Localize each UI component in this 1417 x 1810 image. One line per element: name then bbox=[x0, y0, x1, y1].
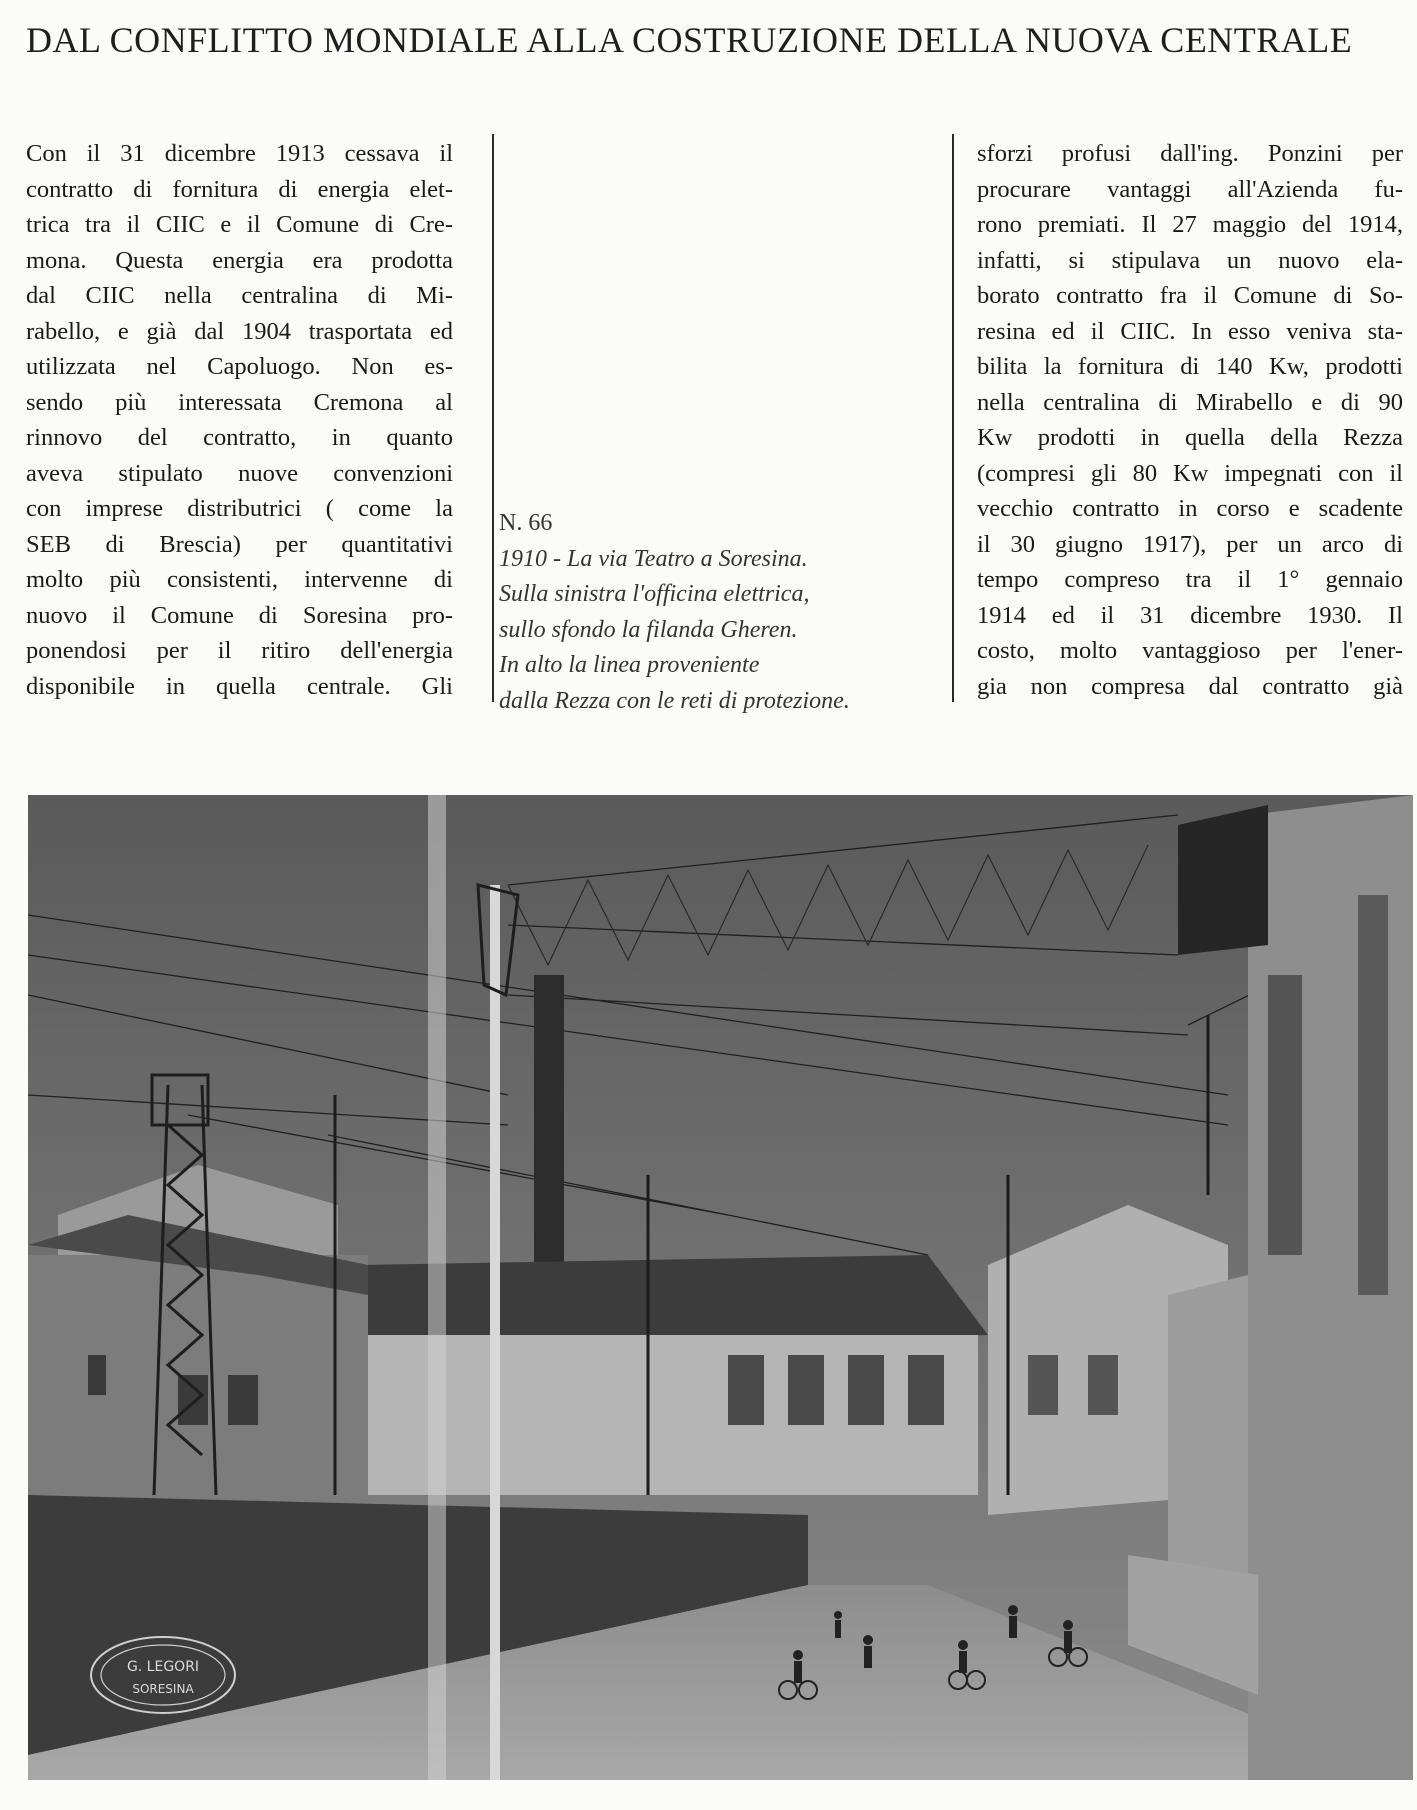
left-text-column bbox=[26, 136, 453, 704]
text-line: sforzi profusi dall'ing. Ponzini per bbox=[977, 140, 1403, 167]
text-line: procurare vantaggi all'Azienda fu- bbox=[977, 175, 1403, 203]
text-line: ponendosi per il ritiro dell'energia bbox=[26, 637, 453, 664]
caption-line: dalla Rezza con le reti di protezione. bbox=[499, 687, 850, 714]
text-line: Kw prodotti in quella della Rezza bbox=[977, 424, 1403, 451]
text-line: rono premiati. Il 27 maggio del 1914, bbox=[977, 211, 1403, 238]
text-line: SEB di Brescia) per quantitativi bbox=[26, 530, 453, 558]
column-divider-right bbox=[952, 134, 954, 702]
text-line: rinnovo del contratto, in quanto bbox=[26, 424, 453, 451]
text-line: il 30 giugno 1917), per un arco di bbox=[977, 530, 1403, 558]
page-title: DAL CONFLITTO MONDIALE ALLA COSTRUZIONE DELLA NUOVA CENTRALE bbox=[26, 20, 1353, 60]
text-line: borato contratto fra il Comune di So- bbox=[977, 282, 1403, 309]
text-line: (compresi gli 80 Kw impegnati con il bbox=[977, 459, 1403, 487]
column-divider-left bbox=[492, 134, 494, 702]
text-line: disponibile in quella centrale. Gli bbox=[26, 672, 453, 700]
text-line: sendo più interessata Cremona al bbox=[26, 388, 453, 416]
text-line: molto più consistenti, intervenne di bbox=[26, 566, 453, 593]
caption-number: N. 66 bbox=[499, 510, 553, 536]
stamp-city: SORESINA bbox=[132, 1682, 194, 1696]
text-line: gia non compresa dal contratto già bbox=[977, 672, 1403, 700]
photo-caption bbox=[499, 506, 929, 719]
text-line: costo, molto vantaggioso per l'ener- bbox=[977, 637, 1403, 664]
text-line: dal CIIC nella centralina di Mi- bbox=[26, 282, 453, 309]
caption-line: In alto la linea proveniente bbox=[499, 652, 760, 678]
text-line: mona. Questa energia era prodotta bbox=[26, 246, 453, 274]
right-text-column bbox=[977, 136, 1403, 704]
text-line: vecchio contratto in corso e scadente bbox=[977, 495, 1403, 522]
text-line: nella centralina di Mirabello e di 90 bbox=[977, 388, 1403, 416]
text-line: infatti, si stipulava un nuovo ela- bbox=[977, 246, 1403, 274]
text-line: rabello, e già dal 1904 trasportata ed bbox=[26, 317, 453, 345]
caption-line: 1910 - La via Teatro a Soresina. bbox=[499, 545, 808, 572]
text-line: Con il 31 dicembre 1913 cessava il bbox=[26, 140, 453, 167]
text-line: trica tra il CIIC e il Comune di Cre- bbox=[26, 211, 453, 238]
text-line: resina ed il CIIC. In esso veniva sta- bbox=[977, 317, 1403, 345]
historic-street-photo bbox=[28, 795, 1413, 1780]
text-line: 1914 ed il 31 dicembre 1930. Il bbox=[977, 601, 1403, 629]
text-line: bilita la fornitura di 140 Kw, prodotti bbox=[977, 353, 1403, 380]
street-scene-illustration bbox=[28, 795, 1413, 1780]
text-line: aveva stipulato nuove convenzioni bbox=[26, 459, 453, 487]
text-line: con imprese distributrici ( come la bbox=[26, 495, 453, 522]
text-line: tempo compreso tra il 1° gennaio bbox=[977, 566, 1403, 593]
caption-line: Sulla sinistra l'officina elettrica, bbox=[499, 581, 810, 607]
text-line: utilizzata nel Capoluogo. Non es- bbox=[26, 353, 453, 380]
text-line: nuovo il Comune di Soresina pro- bbox=[26, 601, 453, 629]
text-line: contratto di fornitura di energia elet- bbox=[26, 175, 453, 203]
caption-line: sullo sfondo la filanda Gheren. bbox=[499, 616, 798, 643]
stamp-name: G. LEGORI bbox=[126, 1659, 200, 1675]
